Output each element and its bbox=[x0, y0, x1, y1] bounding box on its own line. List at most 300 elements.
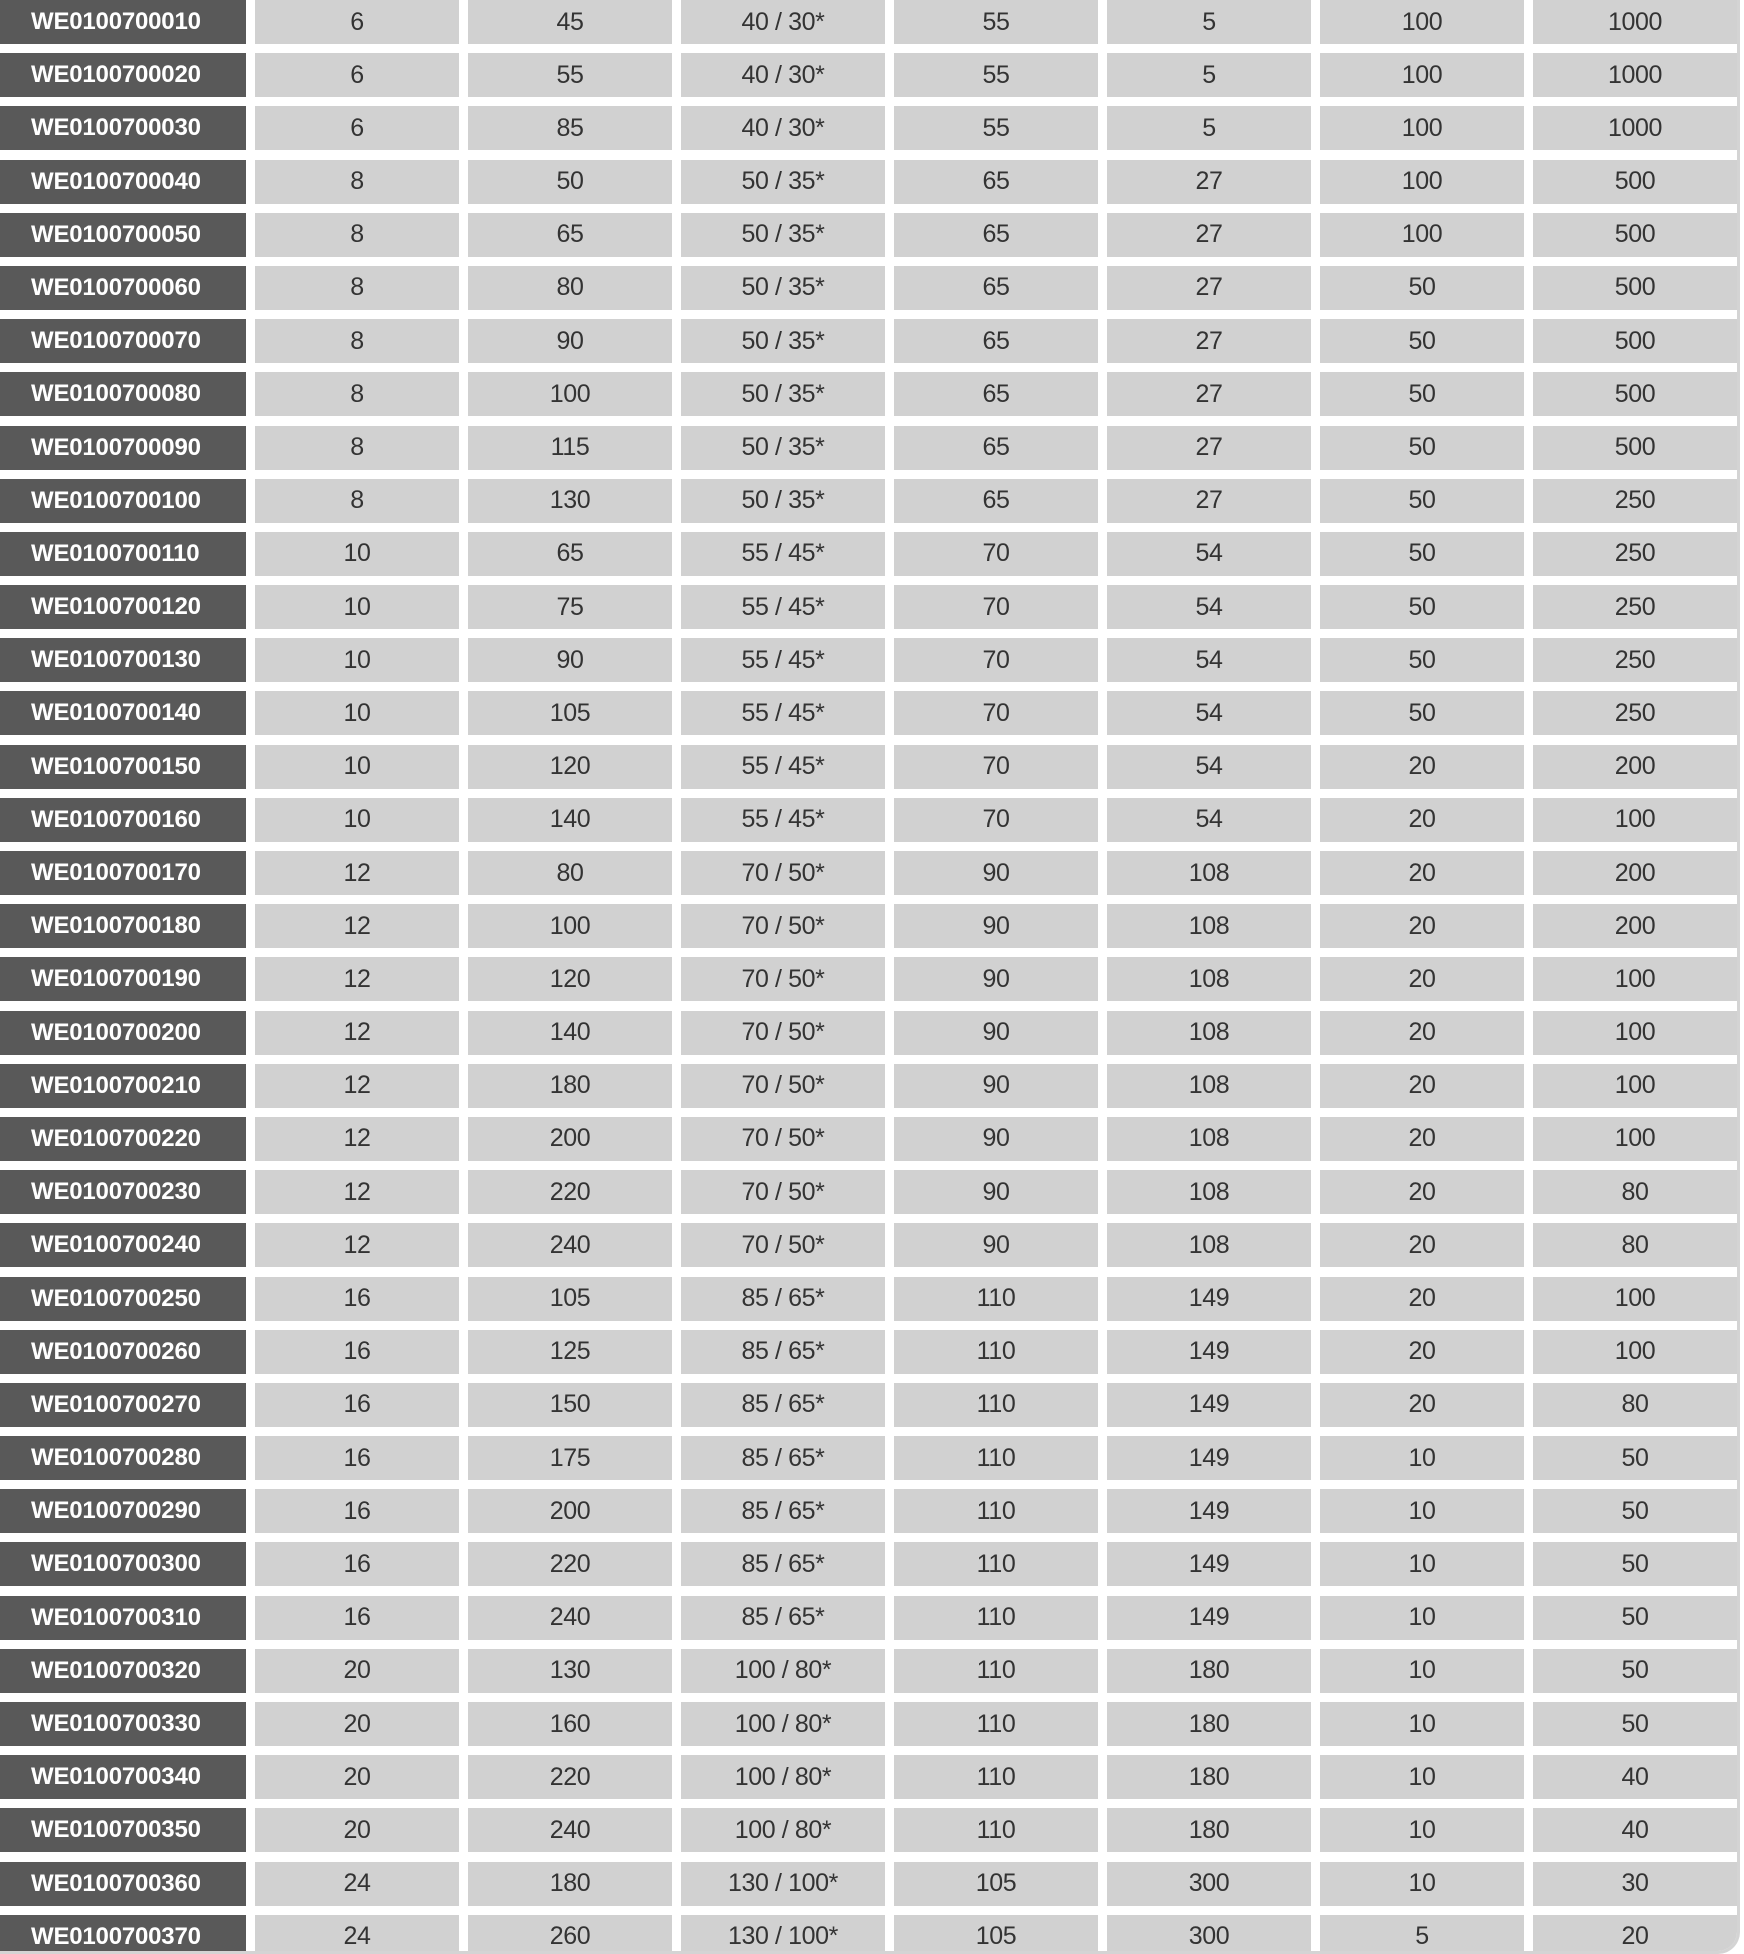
table-cell: 45 bbox=[468, 0, 672, 44]
table-row bbox=[0, 585, 1740, 629]
table-cell: 54 bbox=[1107, 745, 1311, 789]
table-cell: 140 bbox=[468, 1011, 672, 1055]
table-cell: 55 bbox=[894, 0, 1098, 44]
table-cell: 5 bbox=[1107, 0, 1311, 44]
table-cell: 240 bbox=[468, 1808, 672, 1852]
table-cell: 6 bbox=[255, 0, 459, 44]
table-cell: 130 / 100* bbox=[681, 1862, 885, 1906]
table-cell: 250 bbox=[1533, 638, 1737, 682]
table-cell: 65 bbox=[894, 319, 1098, 363]
table-row bbox=[0, 1808, 1740, 1852]
table-cell: 20 bbox=[255, 1808, 459, 1852]
table-cell: 70 bbox=[894, 798, 1098, 842]
table-cell: 149 bbox=[1107, 1596, 1311, 1640]
table-cell: 70 / 50* bbox=[681, 904, 885, 948]
table-cell: 54 bbox=[1107, 798, 1311, 842]
table-cell: 30 bbox=[1533, 1862, 1737, 1906]
table-cell: 100 / 80* bbox=[681, 1649, 885, 1693]
table-cell: 80 bbox=[1533, 1170, 1737, 1214]
table-cell: 200 bbox=[1533, 904, 1737, 948]
table-cell: 110 bbox=[894, 1330, 1098, 1374]
table-cell: 10 bbox=[1320, 1489, 1524, 1533]
table-cell: 50 bbox=[1320, 372, 1524, 416]
article-number-cell: WE0100700300 bbox=[0, 1542, 246, 1586]
table-cell: 27 bbox=[1107, 266, 1311, 310]
table-cell: 500 bbox=[1533, 426, 1737, 470]
table-cell: 70 / 50* bbox=[681, 1064, 885, 1108]
table-cell: 70 bbox=[894, 532, 1098, 576]
article-number-cell: WE0100700110 bbox=[0, 532, 246, 576]
table-cell: 50 bbox=[1320, 532, 1524, 576]
table-cell: 100 / 80* bbox=[681, 1702, 885, 1746]
table-cell: 20 bbox=[255, 1649, 459, 1693]
table-row bbox=[0, 957, 1740, 1001]
table-cell: 100 bbox=[468, 372, 672, 416]
table-row bbox=[0, 638, 1740, 682]
table-cell: 100 bbox=[1320, 0, 1524, 44]
table-cell: 70 / 50* bbox=[681, 1223, 885, 1267]
table-row bbox=[0, 1064, 1740, 1108]
table-cell: 115 bbox=[468, 426, 672, 470]
table-cell: 16 bbox=[255, 1383, 459, 1427]
table-cell: 50 / 35* bbox=[681, 479, 885, 523]
table-row bbox=[0, 904, 1740, 948]
table-row bbox=[0, 1436, 1740, 1480]
table-cell: 16 bbox=[255, 1596, 459, 1640]
table-cell: 16 bbox=[255, 1436, 459, 1480]
article-number-cell: WE0100700230 bbox=[0, 1170, 246, 1214]
table-cell: 5 bbox=[1320, 1915, 1524, 1954]
article-number-cell: WE0100700190 bbox=[0, 957, 246, 1001]
table-cell: 50 bbox=[1533, 1436, 1737, 1480]
table-cell: 80 bbox=[468, 851, 672, 895]
table-row bbox=[0, 1755, 1740, 1799]
table-cell: 50 / 35* bbox=[681, 319, 885, 363]
table-cell: 65 bbox=[894, 372, 1098, 416]
table-cell: 55 bbox=[468, 53, 672, 97]
table-cell: 12 bbox=[255, 1117, 459, 1161]
table-cell: 50 bbox=[1320, 319, 1524, 363]
table-cell: 20 bbox=[1320, 1011, 1524, 1055]
table-cell: 90 bbox=[894, 1170, 1098, 1214]
table-cell: 20 bbox=[1320, 1383, 1524, 1427]
table-cell: 20 bbox=[1533, 1915, 1737, 1954]
table-row bbox=[0, 372, 1740, 416]
table-cell: 110 bbox=[894, 1542, 1098, 1586]
table-cell: 500 bbox=[1533, 372, 1737, 416]
table-cell: 110 bbox=[894, 1383, 1098, 1427]
table-cell: 85 / 65* bbox=[681, 1277, 885, 1321]
table-cell: 100 bbox=[1320, 53, 1524, 97]
table-cell: 40 bbox=[1533, 1808, 1737, 1852]
table-cell: 10 bbox=[255, 585, 459, 629]
table-cell: 200 bbox=[468, 1117, 672, 1161]
table-cell: 27 bbox=[1107, 213, 1311, 257]
table-cell: 108 bbox=[1107, 957, 1311, 1001]
table-cell: 149 bbox=[1107, 1330, 1311, 1374]
table-cell: 10 bbox=[1320, 1702, 1524, 1746]
table-cell: 20 bbox=[255, 1702, 459, 1746]
table-cell: 10 bbox=[255, 638, 459, 682]
table-cell: 8 bbox=[255, 160, 459, 204]
table-cell: 180 bbox=[1107, 1808, 1311, 1852]
table-cell: 16 bbox=[255, 1489, 459, 1533]
table-cell: 100 bbox=[468, 904, 672, 948]
table-cell: 20 bbox=[1320, 851, 1524, 895]
table-row bbox=[0, 851, 1740, 895]
article-number-cell: WE0100700370 bbox=[0, 1915, 246, 1954]
table-cell: 110 bbox=[894, 1489, 1098, 1533]
table-row bbox=[0, 319, 1740, 363]
table-cell: 90 bbox=[894, 904, 1098, 948]
table-cell: 149 bbox=[1107, 1542, 1311, 1586]
table-cell: 54 bbox=[1107, 585, 1311, 629]
table-cell: 12 bbox=[255, 1170, 459, 1214]
table-cell: 100 bbox=[1533, 1064, 1737, 1108]
table-cell: 90 bbox=[894, 851, 1098, 895]
article-number-cell: WE0100700340 bbox=[0, 1755, 246, 1799]
article-number-cell: WE0100700040 bbox=[0, 160, 246, 204]
table-cell: 100 / 80* bbox=[681, 1755, 885, 1799]
table-row bbox=[0, 1223, 1740, 1267]
table-cell: 70 bbox=[894, 691, 1098, 735]
article-number-cell: WE0100700060 bbox=[0, 266, 246, 310]
article-number-cell: WE0100700220 bbox=[0, 1117, 246, 1161]
table-cell: 50 bbox=[1320, 426, 1524, 470]
table-cell: 55 / 45* bbox=[681, 585, 885, 629]
table-cell: 260 bbox=[468, 1915, 672, 1954]
table-cell: 240 bbox=[468, 1223, 672, 1267]
article-number-cell: WE0100700200 bbox=[0, 1011, 246, 1055]
table-cell: 20 bbox=[1320, 957, 1524, 1001]
table-cell: 120 bbox=[468, 745, 672, 789]
table-cell: 180 bbox=[468, 1064, 672, 1108]
table-cell: 110 bbox=[894, 1596, 1098, 1640]
table-cell: 110 bbox=[894, 1808, 1098, 1852]
table-cell: 65 bbox=[894, 213, 1098, 257]
table-cell: 65 bbox=[894, 479, 1098, 523]
table-cell: 8 bbox=[255, 426, 459, 470]
table-cell: 90 bbox=[468, 638, 672, 682]
article-number-cell: WE0100700160 bbox=[0, 798, 246, 842]
table-cell: 16 bbox=[255, 1277, 459, 1321]
table-cell: 1000 bbox=[1533, 106, 1737, 150]
table-cell: 50 / 35* bbox=[681, 266, 885, 310]
table-cell: 65 bbox=[468, 532, 672, 576]
table-cell: 240 bbox=[468, 1596, 672, 1640]
table-cell: 85 / 65* bbox=[681, 1596, 885, 1640]
table-cell: 20 bbox=[1320, 1117, 1524, 1161]
table-cell: 140 bbox=[468, 798, 672, 842]
table-row bbox=[0, 1542, 1740, 1586]
table-cell: 12 bbox=[255, 1011, 459, 1055]
table-cell: 24 bbox=[255, 1915, 459, 1954]
table-cell: 80 bbox=[468, 266, 672, 310]
table-cell: 120 bbox=[468, 957, 672, 1001]
table-cell: 40 / 30* bbox=[681, 0, 885, 44]
table-cell: 105 bbox=[894, 1915, 1098, 1954]
article-number-cell: WE0100700360 bbox=[0, 1862, 246, 1906]
table-cell: 85 / 65* bbox=[681, 1542, 885, 1586]
table-cell: 20 bbox=[1320, 1330, 1524, 1374]
article-number-cell: WE0100700090 bbox=[0, 426, 246, 470]
table-cell: 90 bbox=[894, 957, 1098, 1001]
table-cell: 90 bbox=[894, 1117, 1098, 1161]
table-cell: 12 bbox=[255, 904, 459, 948]
table-row bbox=[0, 1117, 1740, 1161]
table-cell: 70 / 50* bbox=[681, 1170, 885, 1214]
table-cell: 20 bbox=[1320, 1223, 1524, 1267]
article-number-cell: WE0100700150 bbox=[0, 745, 246, 789]
table-cell: 150 bbox=[468, 1383, 672, 1427]
table-cell: 54 bbox=[1107, 532, 1311, 576]
table-cell: 105 bbox=[894, 1862, 1098, 1906]
table-cell: 20 bbox=[1320, 904, 1524, 948]
table-row bbox=[0, 745, 1740, 789]
table-cell: 16 bbox=[255, 1330, 459, 1374]
table-cell: 75 bbox=[468, 585, 672, 629]
table-cell: 20 bbox=[1320, 1170, 1524, 1214]
table-cell: 110 bbox=[894, 1755, 1098, 1799]
table-cell: 8 bbox=[255, 319, 459, 363]
table-cell: 110 bbox=[894, 1649, 1098, 1693]
table-cell: 55 bbox=[894, 53, 1098, 97]
table-cell: 180 bbox=[1107, 1755, 1311, 1799]
table-cell: 55 / 45* bbox=[681, 532, 885, 576]
table-cell: 100 bbox=[1320, 213, 1524, 257]
table-cell: 10 bbox=[1320, 1808, 1524, 1852]
table-cell: 6 bbox=[255, 106, 459, 150]
article-number-cell: WE0100700280 bbox=[0, 1436, 246, 1480]
table-cell: 100 bbox=[1533, 798, 1737, 842]
table-cell: 12 bbox=[255, 851, 459, 895]
article-number-cell: WE0100700260 bbox=[0, 1330, 246, 1374]
table-cell: 27 bbox=[1107, 372, 1311, 416]
table-cell: 108 bbox=[1107, 1170, 1311, 1214]
table-cell: 27 bbox=[1107, 319, 1311, 363]
table-cell: 27 bbox=[1107, 479, 1311, 523]
table-cell: 149 bbox=[1107, 1383, 1311, 1427]
table-cell: 500 bbox=[1533, 266, 1737, 310]
table-cell: 500 bbox=[1533, 319, 1737, 363]
table-cell: 90 bbox=[894, 1223, 1098, 1267]
table-cell: 10 bbox=[1320, 1436, 1524, 1480]
table-cell: 70 / 50* bbox=[681, 851, 885, 895]
table-cell: 10 bbox=[255, 798, 459, 842]
table-cell: 108 bbox=[1107, 1064, 1311, 1108]
table-cell: 100 bbox=[1533, 1117, 1737, 1161]
table-cell: 65 bbox=[894, 160, 1098, 204]
table-cell: 70 bbox=[894, 638, 1098, 682]
table-row bbox=[0, 1011, 1740, 1055]
article-number-cell: WE0100700080 bbox=[0, 372, 246, 416]
table-cell: 8 bbox=[255, 479, 459, 523]
table-cell: 10 bbox=[1320, 1755, 1524, 1799]
table-cell: 110 bbox=[894, 1436, 1098, 1480]
table-cell: 12 bbox=[255, 1223, 459, 1267]
article-number-cell: WE0100700240 bbox=[0, 1223, 246, 1267]
table-cell: 10 bbox=[1320, 1649, 1524, 1693]
table-cell: 55 / 45* bbox=[681, 798, 885, 842]
table-cell: 70 / 50* bbox=[681, 957, 885, 1001]
table-cell: 16 bbox=[255, 1542, 459, 1586]
table-cell: 27 bbox=[1107, 426, 1311, 470]
table-cell: 108 bbox=[1107, 851, 1311, 895]
table-cell: 54 bbox=[1107, 638, 1311, 682]
table-row bbox=[0, 266, 1740, 310]
table-row bbox=[0, 691, 1740, 735]
table-cell: 27 bbox=[1107, 160, 1311, 204]
table-cell: 500 bbox=[1533, 213, 1737, 257]
table-row bbox=[0, 479, 1740, 523]
table-cell: 50 bbox=[1533, 1702, 1737, 1746]
table-cell: 50 bbox=[1320, 479, 1524, 523]
table-cell: 108 bbox=[1107, 1117, 1311, 1161]
table-cell: 200 bbox=[1533, 851, 1737, 895]
table-cell: 105 bbox=[468, 691, 672, 735]
table-cell: 55 / 45* bbox=[681, 745, 885, 789]
table-cell: 108 bbox=[1107, 1011, 1311, 1055]
table-cell: 20 bbox=[1320, 1277, 1524, 1321]
table-cell: 50 bbox=[1320, 266, 1524, 310]
table-row bbox=[0, 1383, 1740, 1427]
table-cell: 90 bbox=[468, 319, 672, 363]
table-row bbox=[0, 213, 1740, 257]
table-cell: 70 / 50* bbox=[681, 1117, 885, 1161]
article-number-cell: WE0100700100 bbox=[0, 479, 246, 523]
article-number-cell: WE0100700140 bbox=[0, 691, 246, 735]
table-cell: 80 bbox=[1533, 1383, 1737, 1427]
table-cell: 54 bbox=[1107, 691, 1311, 735]
table-cell: 200 bbox=[1533, 745, 1737, 789]
table-cell: 5 bbox=[1107, 106, 1311, 150]
table-cell: 65 bbox=[894, 266, 1098, 310]
table-cell: 108 bbox=[1107, 904, 1311, 948]
table-cell: 8 bbox=[255, 213, 459, 257]
table-cell: 175 bbox=[468, 1436, 672, 1480]
table-cell: 180 bbox=[1107, 1702, 1311, 1746]
article-number-cell: WE0100700010 bbox=[0, 0, 246, 44]
table-row bbox=[0, 53, 1740, 97]
table-cell: 149 bbox=[1107, 1489, 1311, 1533]
table-cell: 85 / 65* bbox=[681, 1330, 885, 1374]
table-cell: 100 bbox=[1320, 160, 1524, 204]
table-cell: 40 bbox=[1533, 1755, 1737, 1799]
table-cell: 105 bbox=[468, 1277, 672, 1321]
table-cell: 70 / 50* bbox=[681, 1011, 885, 1055]
article-number-cell: WE0100700310 bbox=[0, 1596, 246, 1640]
table-cell: 300 bbox=[1107, 1915, 1311, 1954]
table-cell: 50 bbox=[1320, 691, 1524, 735]
table-cell: 85 / 65* bbox=[681, 1383, 885, 1427]
article-number-cell: WE0100700070 bbox=[0, 319, 246, 363]
table-cell: 55 bbox=[894, 106, 1098, 150]
table-cell: 220 bbox=[468, 1542, 672, 1586]
table-cell: 90 bbox=[894, 1064, 1098, 1108]
table-row bbox=[0, 1170, 1740, 1214]
table-row bbox=[0, 1649, 1740, 1693]
article-number-cell: WE0100700050 bbox=[0, 213, 246, 257]
table-row bbox=[0, 1489, 1740, 1533]
article-number-cell: WE0100700170 bbox=[0, 851, 246, 895]
table-cell: 100 bbox=[1533, 957, 1737, 1001]
article-number-cell: WE0100700180 bbox=[0, 904, 246, 948]
table-cell: 50 bbox=[468, 160, 672, 204]
table-cell: 85 / 65* bbox=[681, 1436, 885, 1480]
table-cell: 80 bbox=[1533, 1223, 1737, 1267]
table-cell: 20 bbox=[255, 1755, 459, 1799]
table-cell: 20 bbox=[1320, 745, 1524, 789]
table-cell: 70 bbox=[894, 745, 1098, 789]
table-row bbox=[0, 426, 1740, 470]
table-cell: 10 bbox=[255, 691, 459, 735]
table-cell: 250 bbox=[1533, 691, 1737, 735]
table-cell: 85 / 65* bbox=[681, 1489, 885, 1533]
table-cell: 12 bbox=[255, 1064, 459, 1108]
table-cell: 20 bbox=[1320, 798, 1524, 842]
table-cell: 50 / 35* bbox=[681, 213, 885, 257]
article-number-cell: WE0100700030 bbox=[0, 106, 246, 150]
article-number-cell: WE0100700290 bbox=[0, 1489, 246, 1533]
table-cell: 10 bbox=[255, 745, 459, 789]
table-cell: 160 bbox=[468, 1702, 672, 1746]
table-cell: 8 bbox=[255, 372, 459, 416]
table-row bbox=[0, 798, 1740, 842]
table-cell: 1000 bbox=[1533, 0, 1737, 44]
table-row bbox=[0, 1330, 1740, 1374]
table-cell: 1000 bbox=[1533, 53, 1737, 97]
table-cell: 20 bbox=[1320, 1064, 1524, 1108]
table-cell: 10 bbox=[1320, 1542, 1524, 1586]
table-cell: 149 bbox=[1107, 1436, 1311, 1480]
table-cell: 50 / 35* bbox=[681, 160, 885, 204]
table-cell: 130 bbox=[468, 479, 672, 523]
table-row bbox=[0, 532, 1740, 576]
table-cell: 10 bbox=[1320, 1596, 1524, 1640]
table-cell: 50 / 35* bbox=[681, 426, 885, 470]
table-cell: 40 / 30* bbox=[681, 106, 885, 150]
table-cell: 130 / 100* bbox=[681, 1915, 885, 1954]
table-cell: 90 bbox=[894, 1011, 1098, 1055]
table-cell: 100 bbox=[1533, 1277, 1737, 1321]
table-cell: 55 / 45* bbox=[681, 691, 885, 735]
table-cell: 50 bbox=[1320, 585, 1524, 629]
article-number-cell: WE0100700350 bbox=[0, 1808, 246, 1852]
article-number-cell: WE0100700020 bbox=[0, 53, 246, 97]
table-cell: 250 bbox=[1533, 479, 1737, 523]
table-cell: 300 bbox=[1107, 1862, 1311, 1906]
table-cell: 220 bbox=[468, 1755, 672, 1799]
table-cell: 70 bbox=[894, 585, 1098, 629]
table-row bbox=[0, 106, 1740, 150]
table-cell: 50 bbox=[1533, 1489, 1737, 1533]
table-cell: 500 bbox=[1533, 160, 1737, 204]
table-cell: 125 bbox=[468, 1330, 672, 1374]
table-cell: 10 bbox=[255, 532, 459, 576]
table-cell: 50 bbox=[1320, 638, 1524, 682]
table-cell: 55 / 45* bbox=[681, 638, 885, 682]
article-number-cell: WE0100700330 bbox=[0, 1702, 246, 1746]
table-cell: 100 bbox=[1320, 106, 1524, 150]
table-cell: 130 bbox=[468, 1649, 672, 1693]
table-cell: 200 bbox=[468, 1489, 672, 1533]
table-row bbox=[0, 1277, 1740, 1321]
table-row bbox=[0, 1702, 1740, 1746]
table-row bbox=[0, 0, 1740, 44]
table-cell: 180 bbox=[468, 1862, 672, 1906]
table-row bbox=[0, 160, 1740, 204]
table-cell: 12 bbox=[255, 957, 459, 1001]
